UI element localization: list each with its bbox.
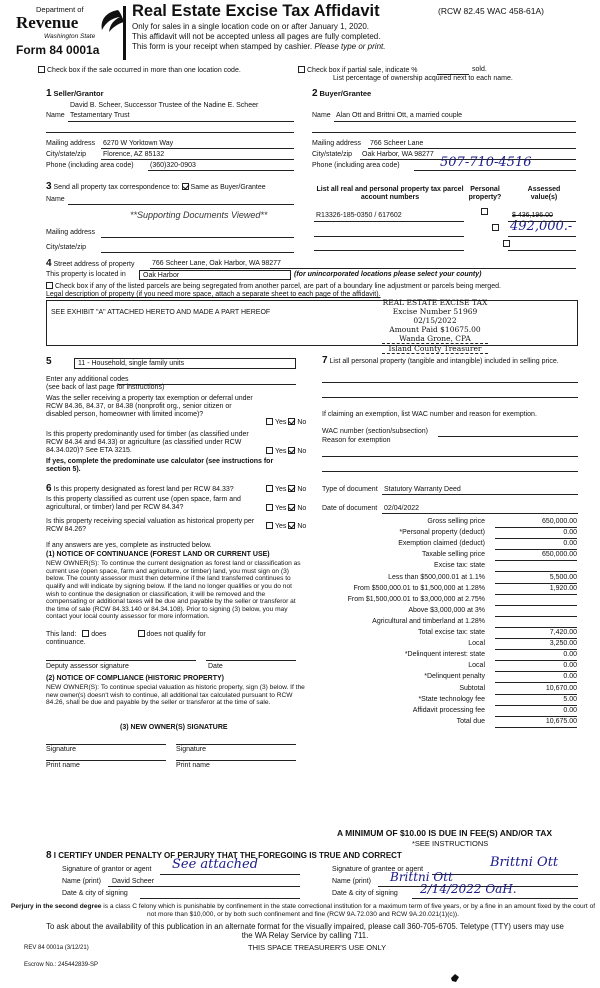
q6-if-any: If any answers are yes, complete as instructed below. <box>46 542 212 549</box>
partial-sold-label: sold. <box>472 66 487 73</box>
tax-row <box>320 618 580 629</box>
land-does-label: does <box>91 631 107 638</box>
seller-mailing: 6270 W Yorktown Way <box>103 140 174 147</box>
deputy-date-line <box>206 660 296 661</box>
additional-codes-label: Enter any additional codes <box>46 376 129 383</box>
stamp-line6-text: Island County Treasurer <box>388 344 482 353</box>
percentage-note: List percentage of ownership acquired next to each name. <box>333 75 513 82</box>
deputy-sig-line <box>46 660 196 661</box>
seller-city-label: City/state/zip <box>46 151 87 158</box>
owner-print-label-2: Print name <box>176 762 210 769</box>
stamp-line2: Excise Number 51969 <box>392 307 478 316</box>
grantor-name-label: Name (print) <box>62 878 101 885</box>
q5-if-yes-text: If yes, complete the predominate use calculator (see instructions for section 5). <box>46 458 274 474</box>
supporting-docs: **Supporting Documents Viewed** <box>130 210 268 220</box>
section8-num: 8 <box>46 850 52 861</box>
tax-row-value[interactable]: 0.00 <box>495 673 577 683</box>
grantor-date-line <box>140 898 300 899</box>
q5-exemption-yes-label: Yes <box>275 419 287 426</box>
tax-row <box>320 707 580 718</box>
q6-historic-no[interactable] <box>288 522 295 529</box>
tax-row-value[interactable]: 0.00 <box>495 662 577 672</box>
tax-row <box>320 696 580 707</box>
dor-dept-line1: Department of <box>36 5 84 14</box>
treasurer-stamp <box>350 298 520 354</box>
see-back-label: (see back of last page for instructions) <box>46 384 165 391</box>
stamp-line1: REAL ESTATE EXCISE TAX <box>382 298 488 307</box>
grantee-sig-label: Signature of grantee or agent <box>332 866 424 873</box>
partial-sale-checkbox[interactable] <box>298 66 305 73</box>
q6-forest-no-label: No <box>297 486 307 493</box>
located-note: (for unincorporated locations please select your county) <box>294 271 482 278</box>
use-code-value: 11 - Household, single family units <box>78 360 185 367</box>
tax-row-value[interactable]: 0.00 <box>495 707 577 717</box>
section4-street-line <box>150 268 576 269</box>
section4-street <box>46 258 134 270</box>
tax-row-label: From $500,000.01 to $1,500,000 at 1.28% <box>353 584 485 592</box>
section3-heading <box>46 181 266 193</box>
tax-row <box>320 562 580 573</box>
tax-row-value[interactable]: 1,920.00 <box>495 585 577 595</box>
buyer-city-label: City/state/zip <box>312 151 353 158</box>
grantor-sig: See attached <box>172 857 259 872</box>
tax-row <box>320 718 580 729</box>
tax-row-value[interactable] <box>495 596 577 606</box>
tax-row <box>320 574 580 585</box>
assessed-header <box>516 186 572 202</box>
q6-current-use-text: Is this property classified as current use (open space, farm and agricultural, or timber) land per RCW 84.34? <box>46 496 241 512</box>
owner-sig-line-2 <box>176 744 296 745</box>
tax-row-value[interactable]: 7,420.00 <box>495 629 577 639</box>
buyer-heading <box>312 88 371 100</box>
section7 <box>322 355 578 367</box>
dor-dept-line2: Revenue <box>16 13 79 32</box>
minimum-line1: A MINIMUM OF $10.00 IS DUE IN FEE(S) AND/OR TAX <box>337 828 553 838</box>
q5-timber-no[interactable] <box>288 447 295 454</box>
reason-line-2 <box>322 471 578 472</box>
section3-num: 3 <box>46 181 52 192</box>
tax-row-value[interactable]: 3,250.00 <box>495 640 577 650</box>
tax-row-value[interactable] <box>495 562 577 572</box>
tax-row-value[interactable]: 0.00 <box>495 529 577 539</box>
tax-row <box>320 651 580 662</box>
tax-row-label: Affidavit processing fee <box>412 706 485 714</box>
tax-row <box>320 673 580 684</box>
tax-row <box>320 685 580 696</box>
buyer-name-underline-2 <box>312 132 576 133</box>
tax-row-value[interactable]: 650,000.00 <box>495 518 577 528</box>
grantor-name-line <box>108 886 300 887</box>
perjury-bold: Perjury in the second degree <box>10 903 102 910</box>
availability-text: To ask about the availability of this publication in an alternate format for the visually impaired, please call 360-705-6705. Teletype (TTY) users may use the WA Relay Service by calling 711. <box>46 922 564 941</box>
escrow-number: Escrow No.: 245442839-SP <box>24 962 99 968</box>
q6-historic-text: Is this property receiving special valuation as historical property per RCW 84.26? <box>46 518 255 534</box>
parcel-header <box>316 186 464 202</box>
personal-header <box>466 186 504 202</box>
seller-heading <box>46 88 104 100</box>
notice3-title: (3) NEW OWNER(S) SIGNATURE <box>120 724 228 731</box>
buyer-phone-line <box>414 170 576 171</box>
doc-type-label: Type of document <box>322 486 378 493</box>
certify-text: I CERTIFY UNDER PENALTY OF PERJURY THAT THE FOREGOING IS TRUE AND CORRECT <box>53 851 402 860</box>
q6-historic <box>46 518 256 534</box>
wac-line <box>438 436 578 437</box>
grantee-name-label: Name (print) <box>332 878 371 885</box>
q6-historic-yes[interactable] <box>266 522 273 529</box>
segregated-label: Check box if any of the listed parcels are being segregated from another parcel, are part of a boundary line adjustment or parcels being merged. <box>55 283 501 290</box>
located-value: Oak Harbor <box>143 272 180 279</box>
legal-description: SEE EXHIBIT "A" ATTACHED HERETO AND MADE A PART HEREOF <box>51 309 271 316</box>
q5-timber-no-label: No <box>297 448 307 455</box>
tax-row <box>320 662 580 673</box>
land-does-checkbox[interactable] <box>82 630 89 637</box>
subtitle-1: Only for sales in a single location code on or after January 1, 2020. <box>132 22 370 31</box>
minimum-line2: *SEE INSTRUCTIONS <box>412 839 489 848</box>
tax-row-label: Above $3,000,000 at 3% <box>408 606 485 614</box>
q5-timber-answers <box>266 447 306 456</box>
tax-row-label: *Personal property (deduct) <box>399 529 485 537</box>
seller-heading-label: Seller/Grantor <box>53 89 104 98</box>
grantee-sig: Brittni Ott <box>490 855 559 870</box>
tax-row-label: Subtotal <box>459 684 485 692</box>
q5-exemption-yes[interactable] <box>266 418 273 425</box>
reason-line-1 <box>322 456 578 457</box>
wac-label: WAC number (section/subsection) <box>322 428 428 435</box>
tax-row-label: *Delinquent penalty <box>424 673 485 681</box>
seller-name-line2: Testamentary Trust <box>70 112 130 119</box>
q5-timber <box>46 431 256 455</box>
notice2-text <box>46 684 308 707</box>
section3-city-line <box>101 252 294 253</box>
personal-checkbox-1[interactable] <box>481 208 488 215</box>
tax-row-label: Taxable selling price <box>421 551 485 559</box>
tax-row-label: Local <box>468 662 485 670</box>
tax-row-value[interactable]: 0.00 <box>495 651 577 661</box>
continuance-label: continuance. <box>46 639 86 646</box>
tax-row-label: Agricultural and timberland at 1.28% <box>372 617 485 625</box>
stamp-line5: Wanda Grone, CPA <box>399 334 471 343</box>
grantee-date: 2/14/2022 OaH. <box>420 882 517 896</box>
parcel-line-1 <box>314 221 464 222</box>
personal-checkbox-3[interactable] <box>503 240 510 247</box>
tax-row <box>320 551 580 562</box>
located-box[interactable] <box>139 270 291 280</box>
buyer-mailing: 766 Scheer Lane <box>370 140 424 147</box>
seller-name-underline <box>68 121 294 122</box>
tax-row-value[interactable]: 0.00 <box>495 540 577 550</box>
buyer-mailing-label: Mailing address <box>312 140 362 147</box>
grantor-name: David Scheer <box>112 878 155 885</box>
buyer-phone: 507-710-4516 <box>440 155 532 170</box>
section4-street-label: Street address of property <box>53 261 135 268</box>
q6-forest-text: Is this property designated as forest land per RCW 84.33? <box>53 486 234 493</box>
segregated-check[interactable] <box>46 282 501 291</box>
dor-logo-mark <box>96 8 126 36</box>
tax-row <box>320 529 580 540</box>
tax-row-value[interactable] <box>495 618 577 628</box>
doc-type: Statutory Warranty Deed <box>384 486 461 493</box>
perjury-text: is a class C felony which is punishable by confinement in the state correctional institution for a maximum term of five years, or by a fine in an amount fixed by the court of not more than $10,000, or by both such confinement and fine (RCW 9A.72.030 and RCW 9A.20.021(1)(c)). <box>103 903 596 919</box>
q5-exemption-text: Was the seller receiving a property tax exemption or deferral under RCW 84.36, 84.37, or 84.38 (nonprofit org., senior citizen or disabled person, homeowner with limited income)? <box>46 395 253 419</box>
exemption-label: If claiming an exemption, list WAC number and reason for exemption. <box>322 411 537 418</box>
doc-type-line <box>382 494 578 495</box>
tax-row-label: Less than $500,000.01 at 1.1% <box>388 573 485 581</box>
doc-date-line <box>382 513 578 514</box>
q5-timber-text: Is this property predominantly used for timber (as classified under RCW 84.34 and 84.33) or agriculture (as classified under RCW 84.34.020)? See ETA 3215. <box>46 431 249 455</box>
section3-name-label: Name <box>46 196 65 203</box>
tax-row-value[interactable]: 10,675.00 <box>495 718 577 728</box>
notice1-text-body: NEW OWNER(S): To continue the current designation as forest land or classification as current use (open space, farm and agriculture, or timber) land, you must sign on (3) below. The county assessor must then determine if the land transferred continues to qualify and will indicate by signing below. If the land no longer qualifies or you do not wish to continue the designation or classification, it will be removed and the compensating or additional taxes will be due and payable by the seller or transferor at the time of sale (RCW 84.33.140 or 84.34.108). Prior to signing (3) below, you may contact your local county assessor for more information. <box>46 560 301 621</box>
seller-name-underline-2 <box>46 132 294 133</box>
section3-mailing-label: Mailing address <box>46 229 96 236</box>
q5-exemption-answers <box>266 418 306 427</box>
subtitle-3-italic: Please type or print. <box>314 42 386 51</box>
q6-forest <box>46 483 234 495</box>
q5-exemption-no[interactable] <box>288 418 295 425</box>
grantee-date-line <box>412 898 578 899</box>
tax-row <box>320 607 580 618</box>
q6-current-use-no-label: No <box>297 505 307 512</box>
seller-phone-label: Phone (including area code) <box>46 162 134 169</box>
tax-row-value[interactable]: 5,500.00 <box>495 574 577 584</box>
section7-text: List all personal property (tangible and intangible) included in selling price. <box>329 358 559 365</box>
section7-num: 7 <box>322 355 328 366</box>
notice2-title: (2) NOTICE OF COMPLIANCE (HISTORIC PROPERTY) <box>46 675 224 682</box>
reason-label: Reason for exemption <box>322 437 391 444</box>
rev-number: REV 84 0001a (3/12/21) <box>24 945 89 951</box>
q6-current-use-yes[interactable] <box>266 504 273 511</box>
tax-row-label: Excise tax: state <box>434 562 485 570</box>
tax-row <box>320 540 580 551</box>
form-title: Real Estate Excise Tax Affidavit <box>132 2 380 20</box>
section3-name-line <box>68 204 294 205</box>
assessed-handwritten: 492,000.- <box>510 219 573 234</box>
q5-exemption-no-label: No <box>297 419 307 426</box>
seller-mailing-label: Mailing address <box>46 140 96 147</box>
grantee-date-label: Date & city of signing <box>332 890 398 897</box>
seller-city-line <box>101 159 294 160</box>
section7-line-2 <box>322 397 578 398</box>
owner-print-line-2 <box>176 760 296 761</box>
grantor-date-label: Date & city of signing <box>62 890 128 897</box>
doc-date-label: Date of document <box>322 505 378 512</box>
notice1-text <box>46 560 304 621</box>
buyer-phone-label: Phone (including area code) <box>312 162 400 169</box>
tax-row <box>320 640 580 651</box>
dor-dept-line3: Washington State <box>44 33 96 40</box>
parcel-header-text: List all real and personal property tax parcel account numbers <box>316 186 464 202</box>
parcel-number: R13326-185-0350 / 617602 <box>316 212 402 219</box>
tax-row <box>320 518 580 529</box>
q6-historic-yes-label: Yes <box>275 523 287 530</box>
section4-street-value: 766 Scheer Lane, Oak Harbor, WA 98277 <box>152 260 281 267</box>
doc-date: 02/04/2022 <box>384 505 420 512</box>
owner-print-line-1 <box>46 760 166 761</box>
personal-header-text: Personal property? <box>468 186 502 202</box>
deputy-date-label: Date <box>208 663 223 670</box>
seller-mailing-line <box>101 148 294 149</box>
notice1-title: (1) NOTICE OF CONTINUANCE (FOREST LAND OR CURRENT USE) <box>46 551 270 558</box>
q6-current-use-no[interactable] <box>288 504 295 511</box>
seller-city: Florence, AZ 85132 <box>103 151 165 158</box>
seller-name-label: Name <box>46 112 65 119</box>
q6-forest-yes[interactable] <box>266 485 273 492</box>
assessed-struck: $ 436,196.00 <box>512 212 553 219</box>
q5-if-yes <box>46 458 296 474</box>
tax-row <box>320 585 580 596</box>
form-rcw: (RCW 82.45 WAC 458-61A) <box>438 6 544 16</box>
same-as-buyer-label: Same as Buyer/Grantee <box>190 184 266 191</box>
stamp-line6 <box>382 343 487 354</box>
tax-row-label: Local <box>468 640 485 648</box>
buyer-heading-num: 2 <box>312 88 318 99</box>
use-code-box[interactable] <box>74 358 296 369</box>
parcel-line-2 <box>314 236 464 237</box>
buyer-name-label: Name <box>312 112 331 119</box>
q6-forest-yes-label: Yes <box>275 486 287 493</box>
notice2-text-body: NEW OWNER(S): To continue special valuation as historic property, sign (3) below. If the new owner(s) doesn't wish to continue, all additional tax calculated pursuant to RCW 84.26, shall be due and payable by the seller or transferor at the time of sale. <box>46 684 305 707</box>
owner-print-label-1: Print name <box>46 762 80 769</box>
buyer-name: Alan Ott and Brittni Ott, a married couple <box>336 112 463 119</box>
subtitle-2: This affidavit will not be accepted unless all pages are fully completed. <box>132 32 381 41</box>
tax-row-label: Total excise tax: state <box>418 629 485 636</box>
seller-phone-line <box>148 170 294 171</box>
q6-current-use-yes-label: Yes <box>275 505 287 512</box>
assessed-line-1 <box>508 221 576 222</box>
section4-num: 4 <box>46 258 52 269</box>
tax-row <box>320 629 580 640</box>
buyer-name-underline <box>334 121 576 122</box>
section3-city-label: City/state/zip <box>46 244 87 251</box>
q6-historic-answers <box>266 522 306 531</box>
tax-row-label: *State technology fee <box>418 695 485 703</box>
tax-row-label: Exemption claimed (deduct) <box>398 540 485 548</box>
this-land-row <box>46 630 206 639</box>
partial-sale-label: Check box if partial sale, indicate % <box>307 67 418 74</box>
grantee-name: Brittni Ott <box>390 870 453 884</box>
owner-sig-label-2: Signature <box>176 746 206 753</box>
assessed-line-2 <box>508 236 576 237</box>
q6-historic-no-label: No <box>297 523 307 530</box>
tax-row-value[interactable] <box>495 607 577 617</box>
q5-timber-yes-label: Yes <box>275 448 287 455</box>
segregated-checkbox[interactable] <box>46 282 53 289</box>
form-number: Form 84 0001a <box>16 43 100 57</box>
personal-checkbox-2[interactable] <box>492 224 499 231</box>
stamp-line4: Amount Paid $10675.00 <box>389 325 481 334</box>
subtitle-3 <box>132 42 385 51</box>
buyer-city: Oak Harbor, WA 98277 <box>362 151 434 158</box>
tax-row-value[interactable]: 10,670.00 <box>495 685 577 695</box>
stamp-line3: 02/15/2022 <box>413 316 457 325</box>
treasurer-use-only: THIS SPACE TREASURER'S USE ONLY <box>248 943 387 952</box>
section3-text: Send all property tax correspondence to: <box>53 184 180 191</box>
seller-phone: (360)320-0903 <box>150 162 196 169</box>
multi-location-check[interactable] <box>38 66 241 75</box>
legal-label: Legal description of property (if you need more space, attach a separate sheet to each page of the affidavit). <box>46 291 381 298</box>
tax-row <box>320 596 580 607</box>
grantor-sig-line <box>160 874 300 875</box>
section7-line-1 <box>322 382 578 383</box>
assessed-line-3 <box>508 250 576 251</box>
located-label: This property is located in <box>46 271 126 278</box>
seller-name-line1: David B. Scheer, Successor Trustee of the Nadine E. Scheer <box>70 102 259 109</box>
multi-location-checkbox[interactable] <box>38 66 45 73</box>
owner-sig-line-1 <box>46 744 166 745</box>
section3-mailing-line <box>101 237 294 238</box>
header-divider <box>123 6 126 60</box>
scan-mark <box>450 974 460 982</box>
q6-current-use-answers <box>266 504 306 513</box>
buyer-heading-label: Buyer/Grantee <box>319 89 372 98</box>
this-land-label: This land: <box>46 631 77 638</box>
q5-timber-yes[interactable] <box>266 447 273 454</box>
q6-forest-no[interactable] <box>288 485 295 492</box>
tax-row-label: *Delinquent interest: state <box>404 651 485 659</box>
assessed-header-text: Assessed value(s) <box>527 186 561 202</box>
tax-row-label: Total due <box>456 717 485 725</box>
q6-current-use <box>46 496 256 512</box>
tax-row-label: Gross selling price <box>427 518 485 525</box>
subtitle-3-text: This form is your receipt when stamped by cashier. <box>132 42 313 51</box>
deputy-sig-label: Deputy assessor signature <box>46 663 129 670</box>
partial-sale-check[interactable] <box>298 66 418 75</box>
section6-num: 6 <box>46 483 52 494</box>
tax-row-value[interactable]: 650,000.00 <box>495 551 577 561</box>
q5-exemption <box>46 395 256 419</box>
availability-notice <box>40 922 570 941</box>
seller-heading-num: 1 <box>46 88 52 99</box>
grantee-sig-line <box>432 874 578 875</box>
q6-forest-answers <box>266 485 306 494</box>
grantor-sig-label: Signature of grantor or agent <box>62 866 152 873</box>
land-does-not-checkbox[interactable] <box>138 630 145 637</box>
land-does-not-label: does not qualify for <box>146 631 206 638</box>
tax-row-value[interactable]: 5.00 <box>495 696 577 706</box>
perjury-notice <box>8 903 598 919</box>
same-as-buyer-checkbox[interactable] <box>182 183 189 190</box>
owner-sig-label-1: Signature <box>46 746 76 753</box>
buyer-mailing-line <box>368 148 576 149</box>
parcel-line-3 <box>314 250 464 251</box>
tax-row-label: From $1,500,000.01 to $3,000,000 at 2.75% <box>347 595 485 603</box>
multi-location-label: Check box if the sale occurred in more than one location code. <box>47 67 241 74</box>
section5-num: 5 <box>46 356 52 367</box>
